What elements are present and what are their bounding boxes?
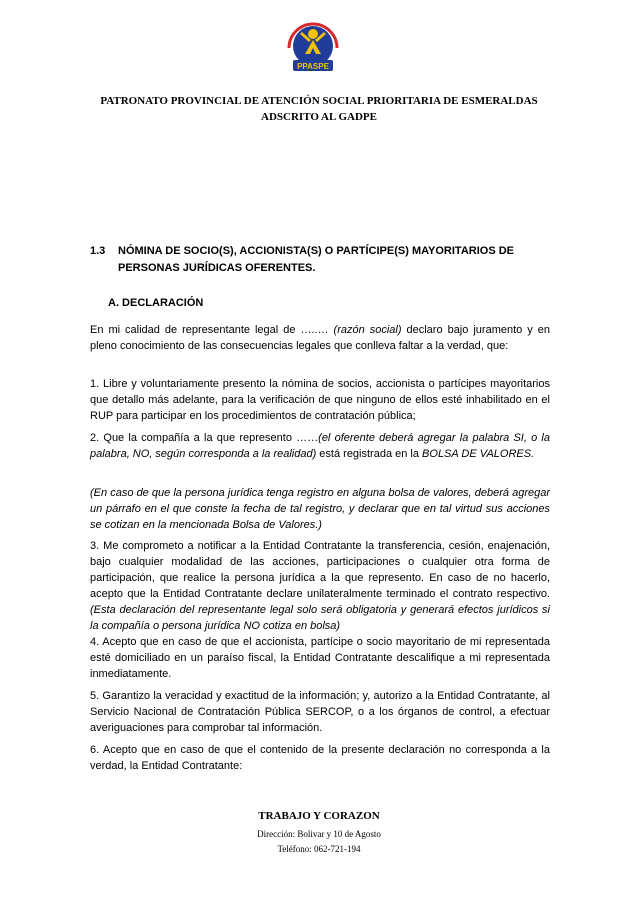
paragraph-note: (En caso de que la persona jurídica tenga registro en alguna bolsa de valores, deberá agregar un párrafo en el que conste la fecha de tal registro, y declarar que en tal virtud sus acciones se cotizan en la mencionada Bolsa de Valores.) — [90, 487, 550, 531]
section-title: NÓMINA DE SOCIO(S), ACCIONISTA(S) O PARTÍCIPE(S) MAYORITARIOS DE PERSONAS JURÍDICAS OFERENTES. — [118, 245, 515, 274]
footer-motto: TRABAJO Y CORAZON — [258, 810, 380, 822]
item2-text-cont: está registrada en la — [316, 448, 423, 460]
intro-razon-social: (razón social) — [333, 324, 402, 336]
footer-address: Dirección: Bolivar y 10 de Agosto — [257, 829, 381, 839]
intro-text-cont: declaro bajo juramento y en pleno conocimiento de las consecuencias legales que conlleva faltar a la verdad, que: — [90, 324, 550, 352]
header-subtitle: ADSCRITO AL GADPE — [261, 111, 377, 123]
item3-text: 3. Me comprometo a notificar a la Entidad Contratante la transferencia, cesión, enajenación, bajo cualquier modalidad de las acciones, participaciones o cualquier otra forma de participación, que realice la persona jurídica a la que represento. En caso de no hacerlo, acepto que la Entidad Contratante declare unilateralmente terminado el contrato respectivo. — [90, 540, 550, 600]
paragraph-item-6: 6. Acepto que en caso de que el contenido de la presente declaración no corresponda a la verdad, la Entidad Contratante: — [90, 744, 550, 772]
paragraph-item-4: 4. Acepto que en caso de que el accionista, partícipe o socio mayoritario de mi representada esté domiciliado en un paraíso fiscal, la Entidad Contratante descalifique a mi representada inmediatamente. — [90, 636, 550, 680]
intro-text: En mi calidad de representante legal de …..… — [90, 324, 334, 336]
logo-text: PPASPE — [297, 62, 329, 71]
paragraph-item-5: 5. Garantizo la veracidad y exactitud de la información; y, autorizo a la Entidad Contratante, al Servicio Nacional de Contratación Pública SERCOP, o a los órganos de control, a efectuar averiguaciones para comprobar tal información. — [90, 690, 550, 734]
item2-bolsa: BOLSA DE VALORES. — [422, 448, 535, 460]
section-number: 1.3 — [90, 245, 106, 257]
item3-note: (Esta declaración del representante legal solo será obligatoria y generará efectos jurídicos si la compañía o persona jurídica NO cotiza en bolsa) — [90, 604, 550, 632]
subsection-title: A. DECLARACIÓN — [108, 297, 204, 309]
paragraph-intro — [90, 322, 550, 354]
paragraph-item-1: 1. Libre y voluntariamente presento la nómina de socios, accionista o partícipes mayoritarios que detallo más adelante, para la verificación de que ninguno de ellos esté inhabilitado en el RUP para participar en los procedimientos de contratación pública; — [90, 378, 550, 422]
item2-text: 2. Que la compañía a la que represento …… — [90, 432, 319, 444]
ppaspe-logo — [283, 14, 343, 74]
paragraph-item-3 — [90, 538, 550, 634]
item2-instruction: (el oferente deberá agregar la palabra SI, o la palabra, NO, según corresponda a la realidad) — [90, 432, 550, 460]
footer-phone: Teléfono: 062-721-194 — [277, 844, 361, 854]
header-org-name: PATRONATO PROVINCIAL DE ATENCIÓN SOCIAL PRIORITARIA DE ESMERALDAS — [100, 95, 538, 107]
paragraph-item-2 — [90, 430, 550, 462]
